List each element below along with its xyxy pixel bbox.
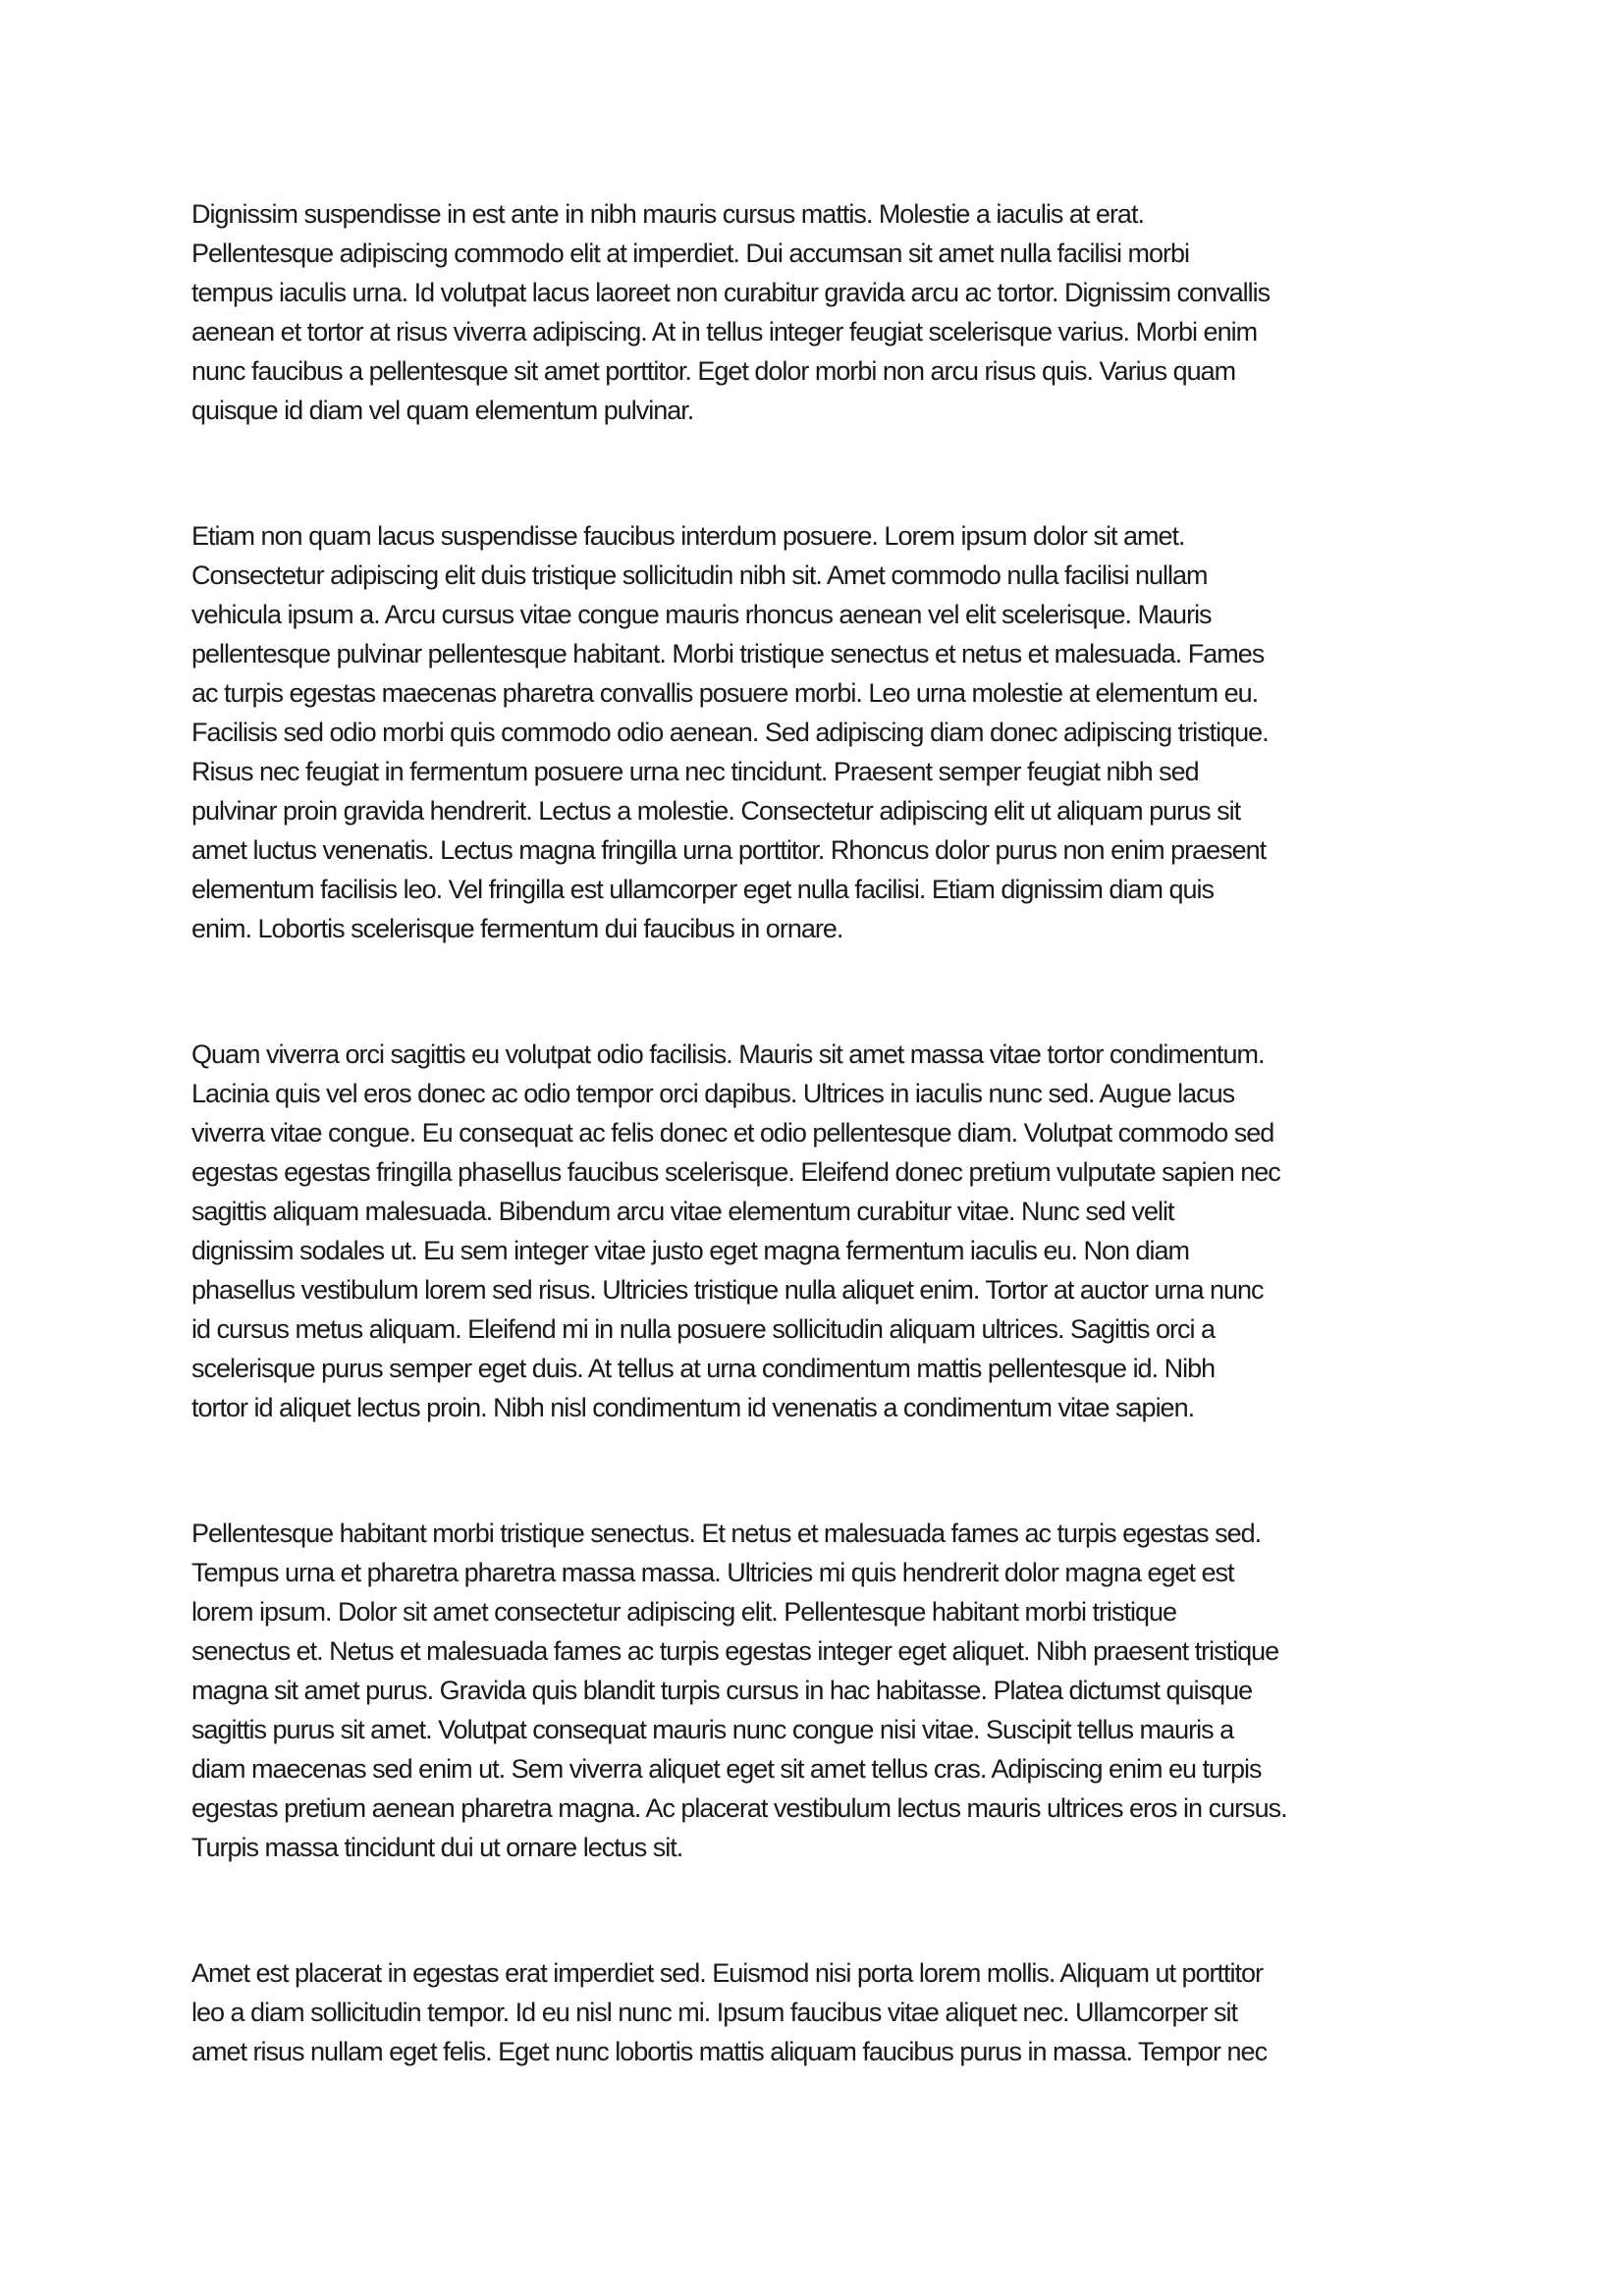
text-line: id cursus metus aliquam. Eleifend mi in nulla posuere sollicitudin aliquam ultrices. Sagittis orci a — [191, 1314, 1216, 1344]
text-line: Lacinia quis vel eros donec ac odio tempor orci dapibus. Ultrices in iaculis nunc sed. Augue lacus — [191, 1079, 1235, 1108]
text-line: Turpis massa tincidunt dui ut ornare lectus sit. — [191, 1833, 683, 1862]
text-line: tortor id aliquet lectus proin. Nibh nisl condimentum id venenatis a condimentum vitae sapien. — [191, 1393, 1195, 1422]
text-line: ac turpis egestas maecenas pharetra convallis posuere morbi. Leo urna molestie at elementum eu. — [191, 678, 1259, 708]
text-line: Risus nec feugiat in fermentum posuere urna nec tincidunt. Praesent semper feugiat nibh sed — [191, 757, 1199, 786]
text-line: Amet est placerat in egestas erat imperdiet sed. Euismod nisi porta lorem mollis. Aliquam ut porttitor — [191, 1958, 1264, 1988]
text-line: amet luctus venenatis. Lectus magna fringilla urna porttitor. Rhoncus dolor purus non enim praesent — [191, 835, 1267, 865]
text-line: amet risus nullam eget felis. Eget nunc lobortis mattis aliquam faucibus purus in massa. Tempor nec — [191, 2037, 1268, 2066]
paragraph — [191, 516, 1468, 948]
document-body — [191, 194, 1468, 2158]
text-line: pulvinar proin gravida hendrerit. Lectus a molestie. Consectetur adipiscing elit ut aliquam purus sit — [191, 796, 1241, 826]
text-line: viverra vitae congue. Eu consequat ac felis donec et odio pellentesque diam. Volutpat commodo sed — [191, 1118, 1274, 1148]
text-line: pellentesque pulvinar pellentesque habitant. Morbi tristique senectus et netus et malesuada. Fames — [191, 639, 1265, 668]
text-line: Quam viverra orci sagittis eu volutpat odio facilisis. Mauris sit amet massa vitae tortor condimentum. — [191, 1040, 1265, 1069]
text-line: phasellus vestibulum lorem sed risus. Ultricies tristique nulla aliquet enim. Tortor at auctor urna nunc — [191, 1275, 1264, 1305]
text-line: Pellentesque habitant morbi tristique senectus. Et netus et malesuada fames ac turpis egestas sed. — [191, 1519, 1262, 1548]
text-line: dignissim sodales ut. Eu sem integer vitae justo eget magna fermentum iaculis eu. Non diam — [191, 1236, 1190, 1265]
text-line: quisque id diam vel quam elementum pulvinar. — [191, 396, 694, 425]
paragraph — [191, 194, 1468, 430]
text-line: vehicula ipsum a. Arcu cursus vitae congue mauris rhoncus aenean vel elit scelerisque. Mauris — [191, 600, 1212, 629]
text-line: egestas pretium aenean pharetra magna. Ac placerat vestibulum lectus mauris ultrices eros in cursus. — [191, 1793, 1287, 1823]
text-line: Etiam non quam lacus suspendisse faucibus interdum posuere. Lorem ipsum dolor sit amet. — [191, 521, 1185, 551]
text-line: diam maecenas sed enim ut. Sem viverra aliquet eget sit amet tellus cras. Adipiscing enim eu turpis — [191, 1754, 1262, 1784]
text-line: magna sit amet purus. Gravida quis blandit turpis cursus in hac habitasse. Platea dictumst quisque — [191, 1676, 1253, 1705]
text-line: sagittis aliquam malesuada. Bibendum arcu vitae elementum curabitur vitae. Nunc sed velit — [191, 1197, 1174, 1226]
text-line: egestas egestas fringilla phasellus faucibus scelerisque. Eleifend donec pretium vulputate sapien nec — [191, 1157, 1280, 1187]
text-line: Pellentesque adipiscing commodo elit at imperdiet. Dui accumsan sit amet nulla facilisi morbi — [191, 239, 1190, 268]
text-line: sagittis purus sit amet. Volutpat consequat mauris nunc congue nisi vitae. Suscipit tellus mauris a — [191, 1715, 1234, 1744]
text-line: senectus et. Netus et malesuada fames ac turpis egestas integer eget aliquet. Nibh praesent tristique — [191, 1636, 1279, 1666]
text-line: aenean et tortor at risus viverra adipiscing. At in tellus integer feugiat scelerisque varius. Morbi enim — [191, 317, 1258, 347]
text-line: leo a diam sollicitudin tempor. Id eu nisl nunc mi. Ipsum faucibus vitae aliquet nec. Ullamcorper sit — [191, 1998, 1238, 2027]
text-line: Consectetur adipiscing elit duis tristique sollicitudin nibh sit. Amet commodo nulla facilisi nullam — [191, 561, 1208, 590]
text-line: Tempus urna et pharetra pharetra massa massa. Ultricies mi quis hendrerit dolor magna eget est — [191, 1558, 1234, 1587]
text-line: enim. Lobortis scelerisque fermentum dui faucibus in ornare. — [191, 914, 843, 943]
text-line: Dignissim suspendisse in est ante in nibh mauris cursus mattis. Molestie a iaculis at erat. — [191, 199, 1144, 229]
text-line: lorem ipsum. Dolor sit amet consectetur adipiscing elit. Pellentesque habitant morbi tristique — [191, 1597, 1177, 1627]
text-line: elementum facilisis leo. Vel fringilla est ullamcorper eget nulla facilisi. Etiam dignissim diam quis — [191, 875, 1214, 904]
text-line: nunc faucibus a pellentesque sit amet porttitor. Eget dolor morbi non arcu risus quis. Varius quam — [191, 356, 1236, 386]
paragraph — [191, 1035, 1468, 1427]
text-line: tempus iaculis urna. Id volutpat lacus laoreet non curabitur gravida arcu ac tortor. Dignissim convallis — [191, 278, 1271, 307]
paragraph — [191, 1514, 1468, 1867]
paragraph — [191, 1953, 1468, 2071]
text-line: scelerisque purus semper eget duis. At tellus at urna condimentum mattis pellentesque id. Nibh — [191, 1354, 1216, 1383]
text-line: Facilisis sed odio morbi quis commodo odio aenean. Sed adipiscing diam donec adipiscing tristique. — [191, 718, 1269, 747]
